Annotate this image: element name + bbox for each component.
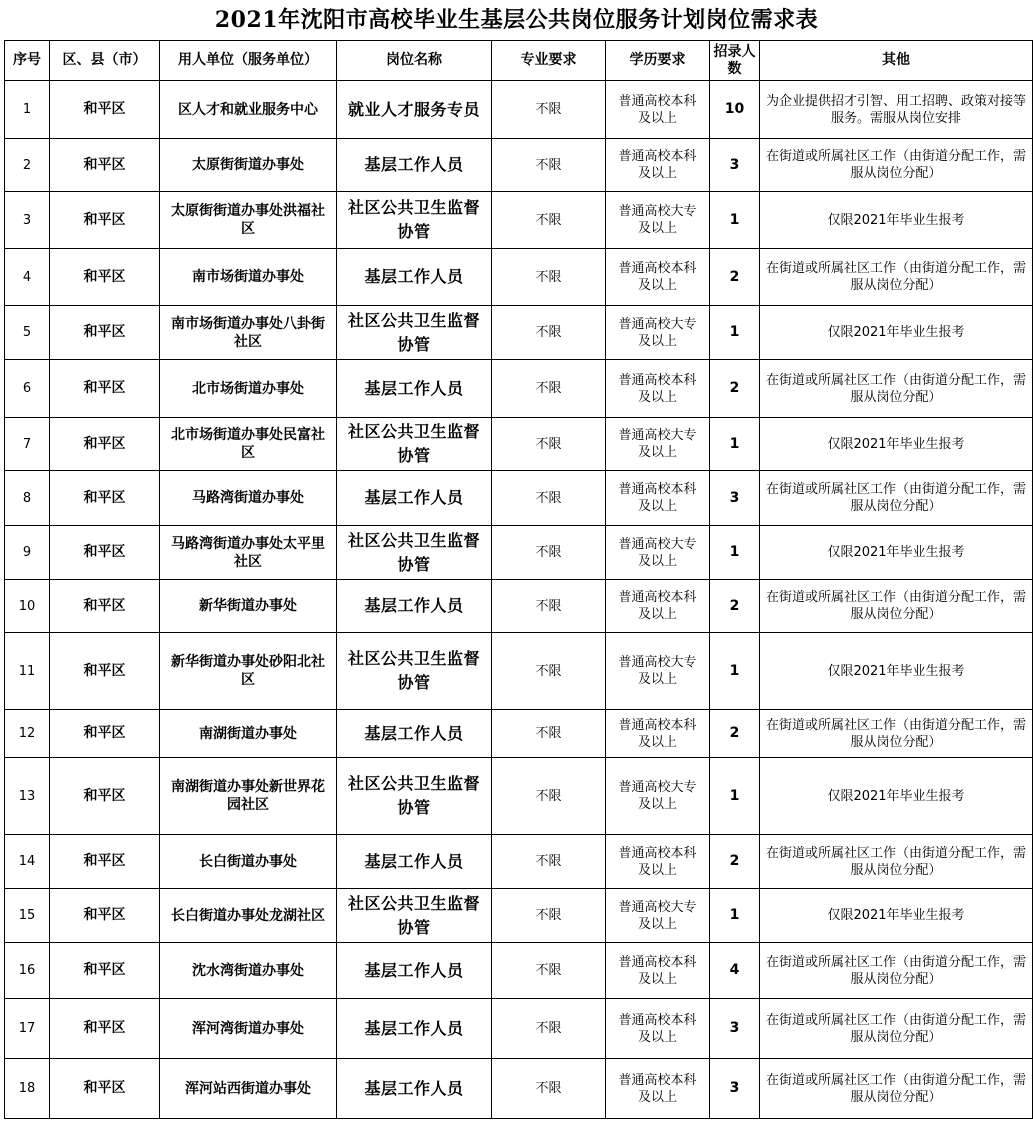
cell-district: 和平区 [50, 192, 160, 249]
table-row [5, 999, 1033, 1059]
cell-count: 3 [710, 1059, 760, 1119]
cell-district: 和平区 [50, 81, 160, 139]
cell-other: 在街道或所属社区工作（由街道分配工作，需服从岗位分配） [760, 471, 1033, 526]
cell-post: 社区公共卫生监督协管 [337, 306, 492, 360]
cell-unit: 区人才和就业服务中心 [160, 81, 337, 139]
cell-district: 和平区 [50, 1059, 160, 1119]
cell-education: 普通高校本科及以上 [606, 999, 710, 1059]
cell-count: 1 [710, 526, 760, 580]
cell-major: 不限 [492, 633, 606, 710]
cell-other: 仅限2021年毕业生报考 [760, 758, 1033, 835]
cell-seq: 17 [5, 999, 50, 1059]
cell-major: 不限 [492, 192, 606, 249]
table-row [5, 139, 1033, 192]
cell-district: 和平区 [50, 526, 160, 580]
cell-education: 普通高校本科及以上 [606, 81, 710, 139]
cell-education: 普通高校本科及以上 [606, 139, 710, 192]
cell-seq: 16 [5, 943, 50, 999]
cell-count: 3 [710, 139, 760, 192]
cell-major: 不限 [492, 943, 606, 999]
table-header-row [5, 41, 1033, 81]
cell-district: 和平区 [50, 139, 160, 192]
cell-other: 在街道或所属社区工作（由街道分配工作，需服从岗位分配） [760, 943, 1033, 999]
cell-unit: 南湖街道办事处新世界花园社区 [160, 758, 337, 835]
cell-post: 基层工作人员 [337, 360, 492, 418]
cell-seq: 1 [5, 81, 50, 139]
cell-count: 1 [710, 889, 760, 943]
cell-district: 和平区 [50, 306, 160, 360]
table-row [5, 835, 1033, 889]
cell-count: 4 [710, 943, 760, 999]
cell-district: 和平区 [50, 249, 160, 306]
cell-education: 普通高校大专及以上 [606, 758, 710, 835]
cell-major: 不限 [492, 81, 606, 139]
cell-other: 为企业提供招才引智、用工招聘、政策对接等服务。需服从岗位安排 [760, 81, 1033, 139]
table-row [5, 526, 1033, 580]
cell-post: 社区公共卫生监督协管 [337, 758, 492, 835]
cell-other: 仅限2021年毕业生报考 [760, 418, 1033, 471]
cell-other: 仅限2021年毕业生报考 [760, 526, 1033, 580]
header-major: 专业要求 [492, 41, 606, 81]
cell-district: 和平区 [50, 471, 160, 526]
cell-education: 普通高校大专及以上 [606, 418, 710, 471]
cell-count: 2 [710, 360, 760, 418]
cell-count: 2 [710, 249, 760, 306]
header-district: 区、县（市） [50, 41, 160, 81]
cell-seq: 18 [5, 1059, 50, 1119]
table-row [5, 306, 1033, 360]
cell-other: 在街道或所属社区工作（由街道分配工作，需服从岗位分配） [760, 139, 1033, 192]
cell-major: 不限 [492, 889, 606, 943]
table-row [5, 758, 1033, 835]
cell-unit: 马路湾街道办事处 [160, 471, 337, 526]
cell-count: 2 [710, 710, 760, 758]
cell-education: 普通高校本科及以上 [606, 710, 710, 758]
cell-other: 在街道或所属社区工作（由街道分配工作，需服从岗位分配） [760, 360, 1033, 418]
cell-seq: 11 [5, 633, 50, 710]
cell-district: 和平区 [50, 889, 160, 943]
table-row [5, 633, 1033, 710]
cell-major: 不限 [492, 139, 606, 192]
cell-other: 在街道或所属社区工作（由街道分配工作，需服从岗位分配） [760, 1059, 1033, 1119]
cell-education: 普通高校本科及以上 [606, 471, 710, 526]
cell-unit: 太原街街道办事处洪福社区 [160, 192, 337, 249]
cell-district: 和平区 [50, 633, 160, 710]
cell-unit: 马路湾街道办事处太平里社区 [160, 526, 337, 580]
header-education: 学历要求 [606, 41, 710, 81]
cell-post: 基层工作人员 [337, 710, 492, 758]
cell-education: 普通高校本科及以上 [606, 249, 710, 306]
header-unit: 用人单位（服务单位） [160, 41, 337, 81]
cell-education: 普通高校本科及以上 [606, 1059, 710, 1119]
cell-seq: 14 [5, 835, 50, 889]
cell-district: 和平区 [50, 999, 160, 1059]
cell-post: 社区公共卫生监督协管 [337, 526, 492, 580]
cell-education: 普通高校大专及以上 [606, 526, 710, 580]
table-row [5, 580, 1033, 633]
cell-district: 和平区 [50, 710, 160, 758]
cell-education: 普通高校本科及以上 [606, 360, 710, 418]
header-count: 招录人数 [710, 41, 760, 81]
cell-education: 普通高校大专及以上 [606, 306, 710, 360]
cell-seq: 6 [5, 360, 50, 418]
cell-post: 社区公共卫生监督协管 [337, 192, 492, 249]
cell-count: 1 [710, 758, 760, 835]
table-row [5, 943, 1033, 999]
cell-seq: 12 [5, 710, 50, 758]
cell-count: 3 [710, 999, 760, 1059]
cell-seq: 2 [5, 139, 50, 192]
cell-major: 不限 [492, 360, 606, 418]
cell-post: 基层工作人员 [337, 580, 492, 633]
table-row [5, 471, 1033, 526]
cell-district: 和平区 [50, 580, 160, 633]
cell-count: 2 [710, 580, 760, 633]
cell-other: 在街道或所属社区工作（由街道分配工作，需服从岗位分配） [760, 835, 1033, 889]
cell-major: 不限 [492, 526, 606, 580]
cell-education: 普通高校大专及以上 [606, 889, 710, 943]
cell-post: 社区公共卫生监督协管 [337, 889, 492, 943]
cell-district: 和平区 [50, 360, 160, 418]
cell-count: 1 [710, 192, 760, 249]
cell-post: 社区公共卫生监督协管 [337, 633, 492, 710]
cell-post: 基层工作人员 [337, 249, 492, 306]
cell-unit: 北市场街道办事处 [160, 360, 337, 418]
cell-seq: 8 [5, 471, 50, 526]
cell-unit: 浑河湾街道办事处 [160, 999, 337, 1059]
cell-major: 不限 [492, 999, 606, 1059]
cell-post: 基层工作人员 [337, 139, 492, 192]
cell-education: 普通高校本科及以上 [606, 943, 710, 999]
cell-district: 和平区 [50, 835, 160, 889]
cell-other: 在街道或所属社区工作（由街道分配工作，需服从岗位分配） [760, 249, 1033, 306]
cell-unit: 南市场街道办事处八卦街社区 [160, 306, 337, 360]
header-post: 岗位名称 [337, 41, 492, 81]
table-row [5, 249, 1033, 306]
cell-other: 仅限2021年毕业生报考 [760, 306, 1033, 360]
cell-post: 基层工作人员 [337, 943, 492, 999]
cell-major: 不限 [492, 710, 606, 758]
cell-major: 不限 [492, 835, 606, 889]
cell-other: 仅限2021年毕业生报考 [760, 192, 1033, 249]
cell-count: 1 [710, 418, 760, 471]
cell-unit: 太原街街道办事处 [160, 139, 337, 192]
cell-count: 3 [710, 471, 760, 526]
cell-major: 不限 [492, 418, 606, 471]
cell-count: 10 [710, 81, 760, 139]
table-row [5, 360, 1033, 418]
cell-district: 和平区 [50, 758, 160, 835]
cell-major: 不限 [492, 758, 606, 835]
cell-seq: 13 [5, 758, 50, 835]
cell-seq: 15 [5, 889, 50, 943]
cell-unit: 新华街道办事处砂阳北社区 [160, 633, 337, 710]
table-row [5, 418, 1033, 471]
cell-unit: 新华街道办事处 [160, 580, 337, 633]
cell-seq: 10 [5, 580, 50, 633]
cell-other: 仅限2021年毕业生报考 [760, 633, 1033, 710]
cell-unit: 浑河站西街道办事处 [160, 1059, 337, 1119]
cell-education: 普通高校大专及以上 [606, 633, 710, 710]
cell-post: 基层工作人员 [337, 471, 492, 526]
header-seq: 序号 [5, 41, 50, 81]
cell-education: 普通高校本科及以上 [606, 580, 710, 633]
cell-unit: 北市场街道办事处民富社区 [160, 418, 337, 471]
cell-major: 不限 [492, 1059, 606, 1119]
cell-unit: 长白街道办事处 [160, 835, 337, 889]
cell-post: 就业人才服务专员 [337, 81, 492, 139]
cell-other: 在街道或所属社区工作（由街道分配工作，需服从岗位分配） [760, 999, 1033, 1059]
cell-unit: 长白街道办事处龙湖社区 [160, 889, 337, 943]
header-other: 其他 [760, 41, 1033, 81]
cell-unit: 南市场街道办事处 [160, 249, 337, 306]
table-row [5, 192, 1033, 249]
table-row [5, 1059, 1033, 1119]
table-row [5, 889, 1033, 943]
cell-education: 普通高校本科及以上 [606, 835, 710, 889]
cell-district: 和平区 [50, 418, 160, 471]
cell-unit: 沈水湾街道办事处 [160, 943, 337, 999]
cell-major: 不限 [492, 306, 606, 360]
cell-post: 基层工作人员 [337, 835, 492, 889]
table-row [5, 710, 1033, 758]
cell-education: 普通高校大专及以上 [606, 192, 710, 249]
cell-count: 1 [710, 306, 760, 360]
cell-count: 2 [710, 835, 760, 889]
cell-other: 在街道或所属社区工作（由街道分配工作，需服从岗位分配） [760, 580, 1033, 633]
cell-district: 和平区 [50, 943, 160, 999]
cell-major: 不限 [492, 249, 606, 306]
positions-table [4, 40, 1033, 1119]
page-title: 2021年沈阳市高校毕业生基层公共岗位服务计划岗位需求表 [214, 7, 819, 33]
cell-seq: 5 [5, 306, 50, 360]
table-row [5, 81, 1033, 139]
cell-other: 仅限2021年毕业生报考 [760, 889, 1033, 943]
cell-post: 基层工作人员 [337, 1059, 492, 1119]
cell-seq: 3 [5, 192, 50, 249]
cell-seq: 9 [5, 526, 50, 580]
cell-post: 基层工作人员 [337, 999, 492, 1059]
cell-seq: 7 [5, 418, 50, 471]
cell-unit: 南湖街道办事处 [160, 710, 337, 758]
cell-other: 在街道或所属社区工作（由街道分配工作，需服从岗位分配） [760, 710, 1033, 758]
cell-major: 不限 [492, 580, 606, 633]
cell-count: 1 [710, 633, 760, 710]
cell-major: 不限 [492, 471, 606, 526]
cell-post: 社区公共卫生监督协管 [337, 418, 492, 471]
cell-seq: 4 [5, 249, 50, 306]
